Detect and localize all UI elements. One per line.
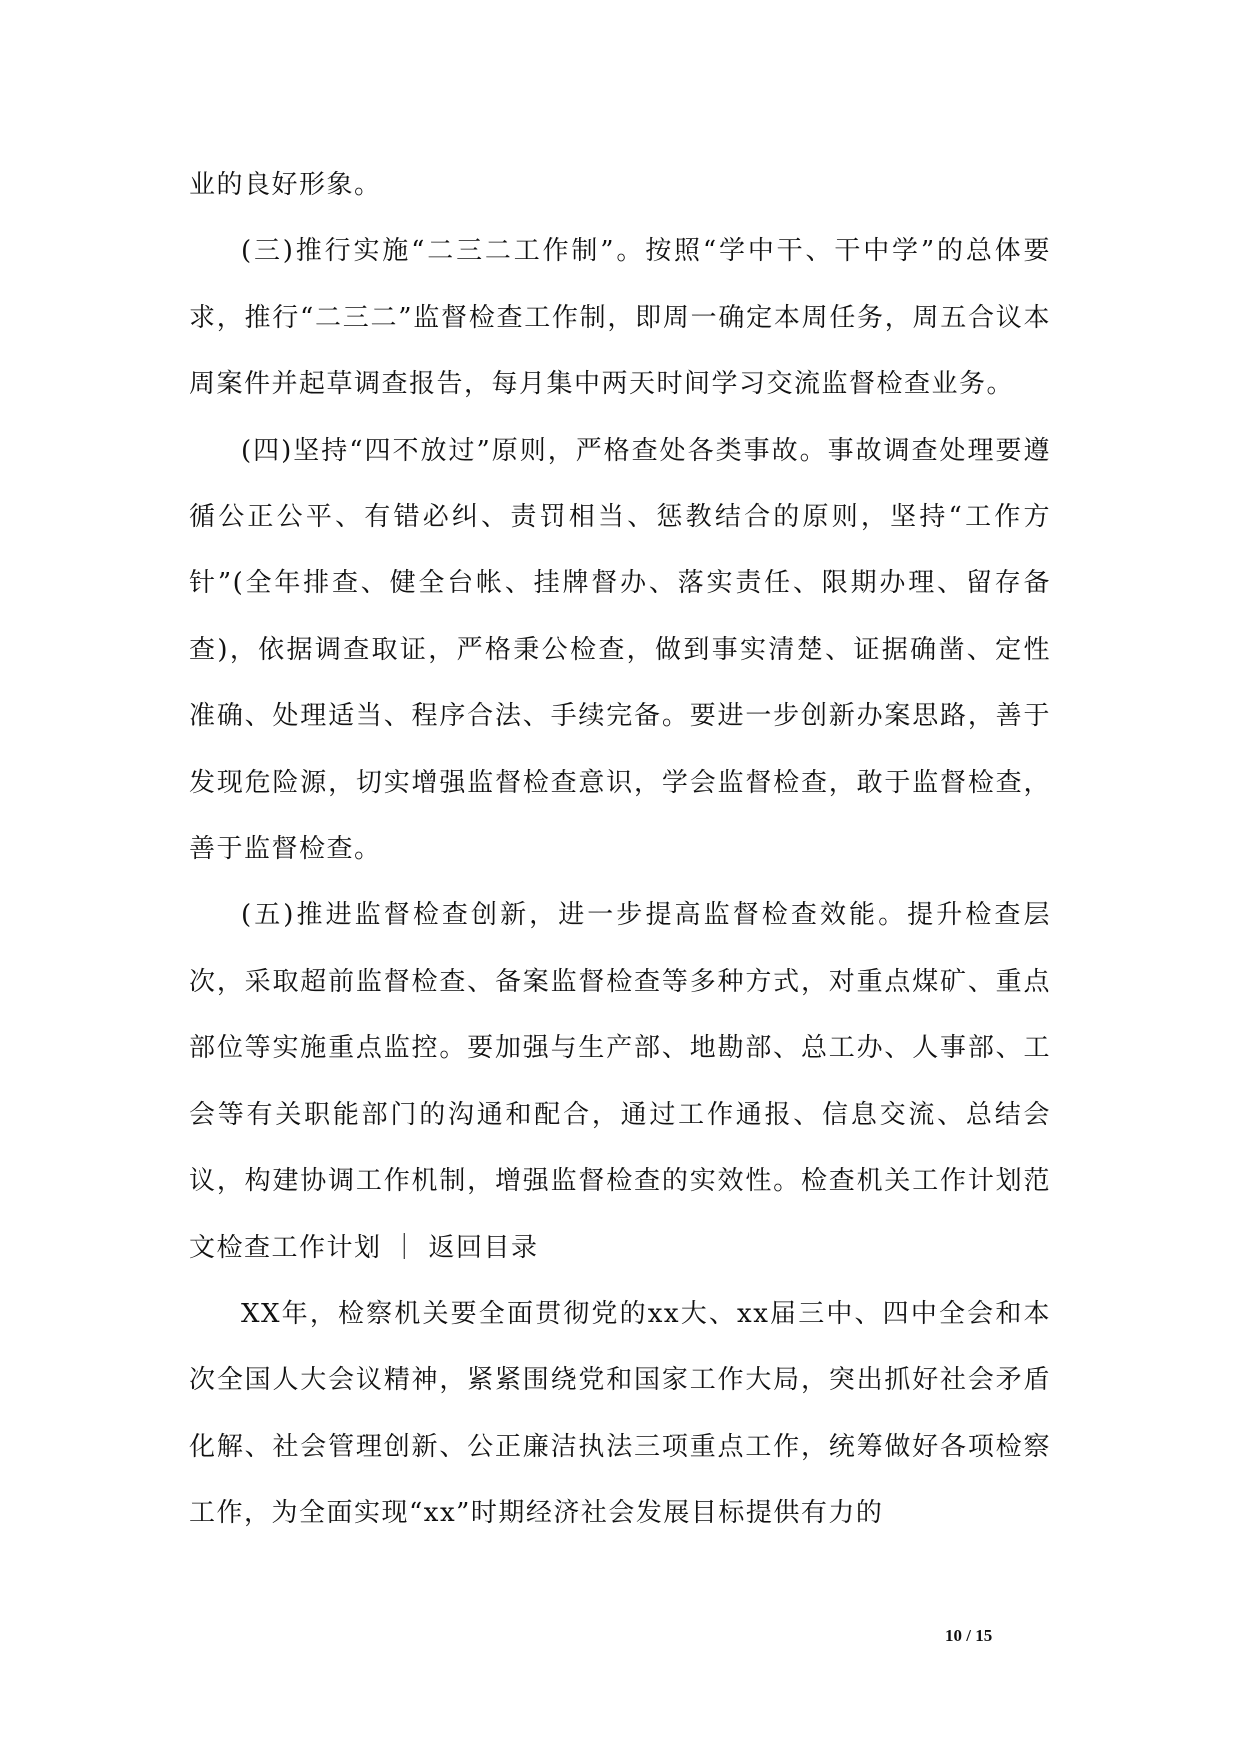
paragraph-section-5: (五)推进监督检查创新，进一步提高监督检查效能。提升检查层次，采取超前监督检查、备案监督检查等多种方式，对重点煤矿、重点部位等实施重点监控。要加强与生产部、地勘部、总工办、人事部、工会等有关职能部门的沟通和配合，通过工作通报、信息交流、总结会议，构建协调工作机制，增强监督检查的实效性。检查机关工作计划范文检查工作计划 ｜ 返回目录 <box>189 900 1051 1263</box>
paragraph-continuation: 业的良好形象。 <box>189 170 382 200</box>
document-body <box>189 152 1051 1547</box>
paragraph-section-4: (四)坚持“四不放过”原则，严格查处各类事故。事故调查处理要遵循公正公平、有错必纠、责罚相当、惩教结合的原则，坚持“工作方针”(全年排查、健全台帐、挂牌督办、落实责任、限期办理、留存备查)，依据调查取证，严格秉公检查，做到事实清楚、证据确凿、定性准确、处理适当、程序合法、手续完备。要进一步创新办案思路，善于发现危险源，切实增强监督检查意识，学会监督检查，敢于监督检查，善于监督检查。 <box>189 435 1051 865</box>
paragraph-new-section: XX年，检察机关要全面贯彻党的xx大、xx届三中、四中全会和本次全国人大会议精神，紧紧围绕党和国家工作大局，突出抓好社会矛盾化解、社会管理创新、公正廉洁执法三项重点工作，统筹做好各项检察工作，为全面实现“xx”时期经济社会发展目标提供有力的 <box>189 1298 1051 1529</box>
paragraph-section-3: (三)推行实施“二三二工作制”。按照“学中干、干中学”的总体要求，推行“二三二”监督检查工作制，即周一确定本周任务，周五合议本周案件并起草调查报告，每月集中两天时间学习交流监督检查业务。 <box>189 236 1051 400</box>
page-number: 10 / 15 <box>945 1626 993 1645</box>
